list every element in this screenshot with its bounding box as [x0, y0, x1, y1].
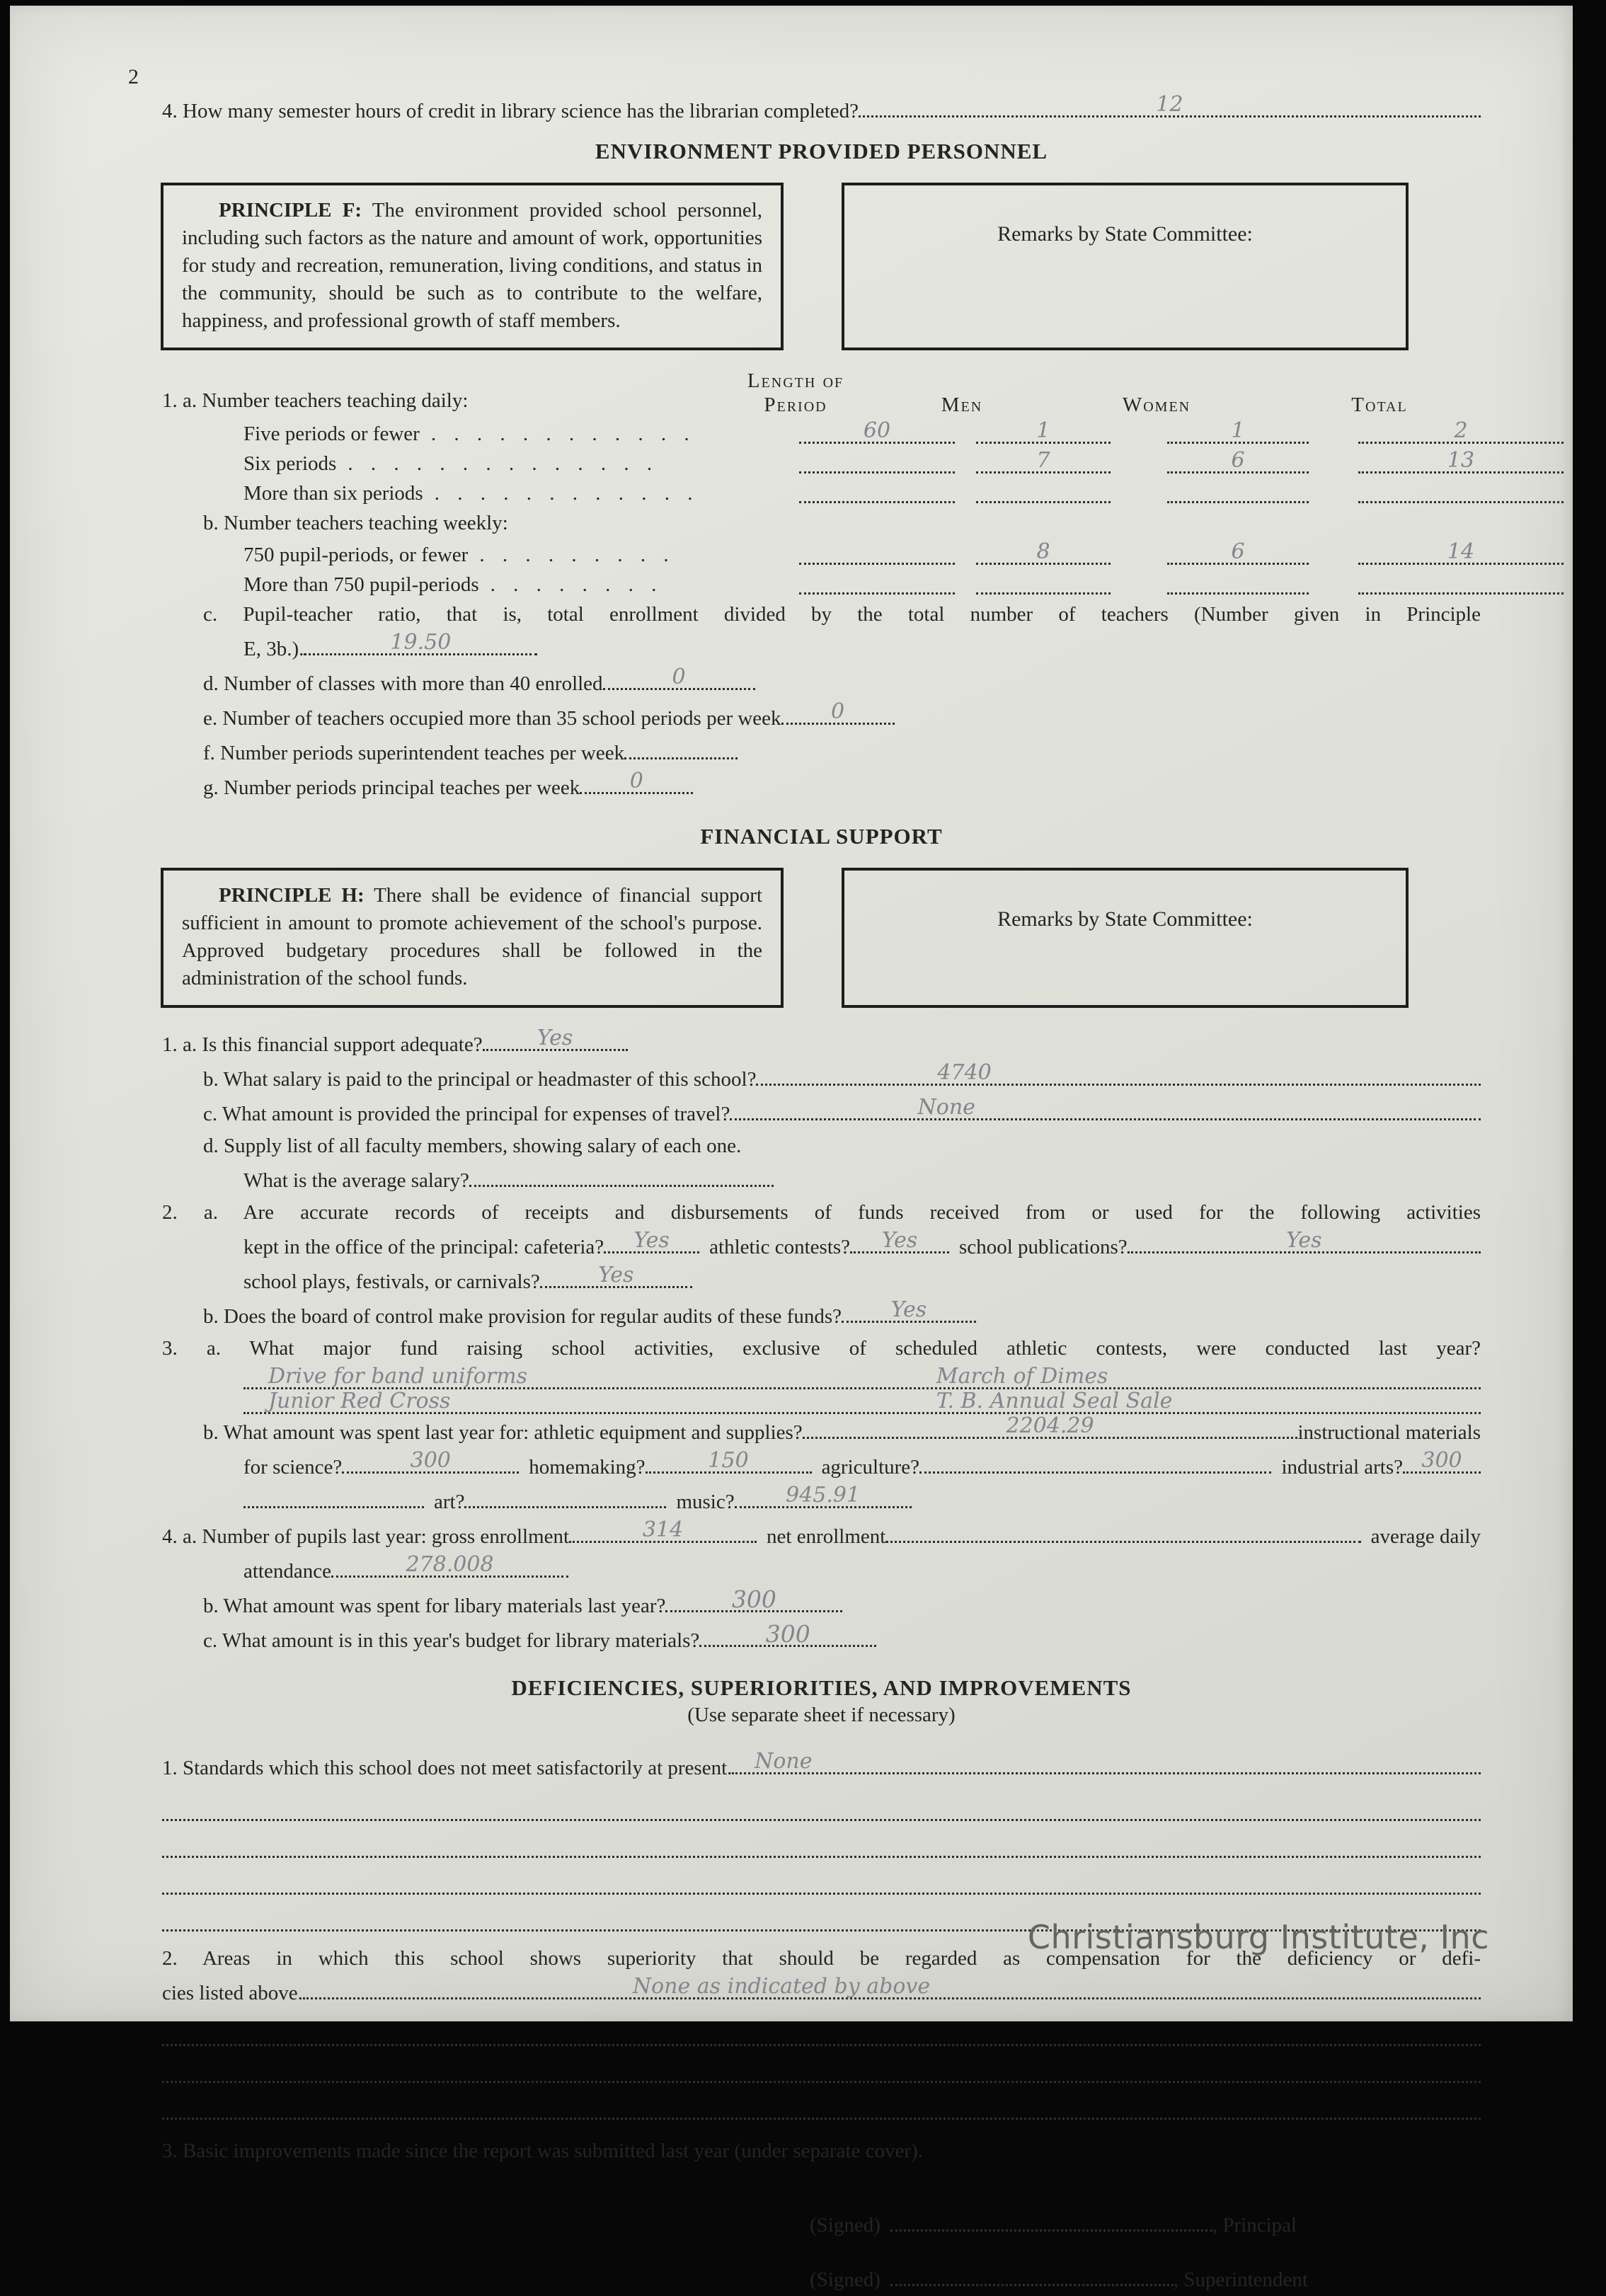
answer-blank — [781, 700, 895, 725]
answer-blank — [569, 1518, 757, 1543]
remarks-box-financial — [842, 868, 1409, 1008]
question-text: g. Number periods principal teaches per week — [203, 776, 580, 799]
answer-blank — [919, 1449, 1271, 1474]
answer-blank — [859, 93, 1481, 117]
question-text: e. Number of teachers occupied more than 35 school periods per week — [203, 707, 781, 730]
handwritten-answer: None as indicated by above — [632, 1974, 931, 1999]
question-1d — [162, 665, 1481, 700]
fin-question-4a-line1 — [162, 1518, 1481, 1553]
handwritten-answer: 0 — [672, 665, 686, 689]
answer-blank — [850, 1229, 949, 1253]
question-text: c. What amount is provided the principal for expenses of travel? — [203, 1103, 730, 1125]
column-header-period-top: Length of — [747, 369, 844, 392]
row-label: More than six periods — [243, 482, 423, 505]
answer-blank — [464, 1483, 666, 1508]
handwritten-answer: Yes — [633, 1228, 670, 1253]
handwritten-answer: 2204.29 — [1006, 1413, 1094, 1438]
fin-question-2a-line1: 2. a. Are accurate records of receipts and disbursements of funds received from or used for the following activities — [162, 1201, 1481, 1224]
fin-question-2a-line2 — [162, 1229, 1481, 1263]
principle-h-title: PRINCIPLE H: — [219, 884, 365, 907]
answer-blank — [580, 769, 693, 794]
question-text: net enrollment — [767, 1525, 886, 1548]
question-text: 4. a. Number of pupils last year: gross enrollment — [162, 1525, 570, 1548]
answer-blank — [540, 1263, 692, 1288]
form-content — [128, 61, 1481, 2296]
environment-boxes — [161, 183, 1481, 350]
principle-f-title: PRINCIPLE F: — [219, 199, 362, 222]
fin-question-4c — [162, 1622, 1481, 1657]
answer-blank — [1403, 1449, 1481, 1474]
fin-question-4a-line2 — [162, 1553, 1481, 1588]
fin-question-3b-line1 — [162, 1414, 1481, 1449]
blank-line — [162, 2046, 1481, 2083]
handwritten-answer: Yes — [881, 1228, 918, 1253]
fin-question-1d-line1: d. Supply list of all faculty members, showing salary of each one. — [203, 1135, 742, 1157]
blank-line — [162, 1858, 1481, 1895]
question-text: b. Does the board of control make provision for regular audits of these funds? — [203, 1305, 842, 1328]
answer-blank — [604, 1229, 699, 1253]
handwritten-answer: Junior Red Cross — [268, 1389, 451, 1413]
column-header-women: Women — [1122, 394, 1191, 416]
column-header-period — [718, 369, 873, 417]
answer-blank — [303, 1975, 1481, 1999]
signature-row-principal — [162, 2207, 1481, 2242]
table-row — [162, 418, 1481, 448]
fin-question-1a — [162, 1026, 1481, 1061]
financial-boxes — [161, 868, 1481, 1008]
signature-blank-superintendent — [890, 2261, 1174, 2286]
question-1c-line1: c. Pupil-teacher ratio, that is, total enrollment divided by the total number of teachers (Number given in Principle — [203, 603, 1481, 626]
row-label: Five periods or fewer — [243, 423, 420, 445]
row-label: Six periods — [243, 452, 337, 475]
answer-blank — [803, 1414, 1298, 1439]
principle-f-text: The environment provided school personnel, including such factors as the nature and amount of work, opportunities for study and recreation, remuneration, living conditions, and status in the community, should be such as to contribute to the welfare, happiness, and professional growth of staff members. — [182, 199, 762, 332]
answer-blank — [842, 1298, 976, 1323]
handwritten-answer: 19.50 — [390, 630, 452, 655]
table-row — [162, 569, 1481, 599]
answer-blank — [342, 1449, 519, 1474]
answer-blank — [624, 735, 738, 759]
handwritten-value: 2 — [1454, 418, 1468, 443]
answer-blank — [735, 1483, 912, 1508]
answer-blank — [730, 1096, 1481, 1120]
watermark: Christiansburg Institute, Inc — [1027, 1918, 1489, 1956]
question-text: 1. Standards which this school does not meet satisfactorily at present. — [162, 1757, 733, 1779]
blank-line — [162, 2083, 1481, 2120]
question-text: kept in the office of the principal: cafeteria? — [243, 1236, 604, 1258]
leader-dots: . . . . . . . . . . . . . . — [348, 452, 659, 475]
section-heading-environment: ENVIRONMENT PROVIDED PERSONNEL — [595, 139, 1048, 163]
question-text: school publications? — [959, 1236, 1128, 1258]
row-label: 750 pupil-periods, or fewer — [243, 544, 469, 566]
fin-question-3b-line2 — [162, 1449, 1481, 1483]
handwritten-answer: 4740 — [937, 1060, 992, 1085]
blank-line — [162, 1821, 1481, 1858]
answer-blank — [732, 1750, 1481, 1774]
handwritten-answer: None — [755, 1749, 813, 1774]
fin-question-3a: 3. a. What major fund raising school activities, exclusive of scheduled athletic contests, were conducted last year? — [162, 1337, 1481, 1360]
handwritten-answer: 0 — [830, 699, 845, 724]
principle-h-text: There shall be evidence of financial support sufficient in amount to promote achievement of the school's purpose. Approved budgetary procedures shall be followed in the administration of the school funds. — [182, 884, 762, 989]
question-text: school plays, festivals, or carnivals? — [243, 1270, 540, 1293]
page-number: 2 — [128, 65, 139, 88]
fin-question-3a-answers-line2 — [162, 1389, 1481, 1414]
handwritten-answer: 150 — [708, 1448, 749, 1473]
def-question-1 — [162, 1750, 1481, 1784]
handwritten-value: 60 — [863, 418, 891, 443]
answer-blank — [1128, 1229, 1481, 1253]
def-question-2-line2 — [162, 1975, 1481, 2009]
table-row — [162, 539, 1481, 569]
handwritten-answer: 300 — [731, 1585, 776, 1613]
fin-question-1d-line2 — [162, 1162, 1481, 1197]
handwritten-value: 6 — [1231, 539, 1245, 564]
fin-question-4b — [162, 1585, 1481, 1622]
handwritten-answer: 12 — [1156, 92, 1183, 117]
answer-blank — [243, 1389, 1481, 1414]
deficiencies-subheading: (Use separate sheet if necessary) — [687, 1704, 956, 1726]
handwritten-answer: Yes — [890, 1297, 927, 1322]
handwritten-answer: 0 — [629, 769, 643, 793]
answer-blank — [469, 1162, 774, 1187]
question-text: What is the average salary? — [243, 1169, 469, 1192]
question-text: 4. How many semester hours of credit in library science has the librarian completed? — [162, 100, 859, 122]
signature-row-superintendent — [162, 2261, 1481, 2296]
signed-label: (Signed) — [810, 2268, 881, 2291]
remarks-label: Remarks by State Committee: — [997, 907, 1253, 931]
leader-dots: . . . . . . . . . — [479, 544, 675, 566]
handwritten-answer: 945.91 — [786, 1483, 861, 1508]
leader-dots: . . . . . . . . — [490, 573, 663, 596]
section-heading-deficiencies: DEFICIENCIES, SUPERIORITIES, AND IMPROVEMENTS — [511, 1675, 1132, 1700]
leader-dots: . . . . . . . . . . . . — [434, 482, 699, 505]
handwritten-answer: Yes — [1286, 1228, 1322, 1253]
answer-blank — [885, 1518, 1360, 1543]
def-question-3: 3. Basic improvements made since the report was submitted last year (under separate cover). — [162, 2140, 924, 2162]
question-1c-line2 — [162, 631, 1481, 665]
table-row — [162, 448, 1481, 478]
superintendent-label: , Superintendent — [1173, 2268, 1308, 2291]
row-label: More than 750 pupil-periods — [243, 573, 479, 596]
question-text: for science? — [243, 1456, 343, 1479]
question-text: instructional materials — [1297, 1421, 1481, 1444]
signature-blank-principal — [890, 2207, 1212, 2232]
question-text: athletic contests? — [709, 1236, 851, 1258]
remarks-box-environment — [842, 183, 1409, 350]
answer-blank — [331, 1553, 568, 1578]
table-header-row — [162, 369, 1481, 417]
answer-blank — [304, 631, 537, 655]
fin-question-3a-answers-line1 — [162, 1365, 1481, 1389]
handwritten-value: 8 — [1036, 539, 1050, 564]
question-text: b. What amount was spent last year for: athletic equipment and supplies? — [203, 1421, 803, 1444]
signed-label: (Signed) — [810, 2214, 881, 2237]
handwritten-answer: T. B. Annual Seal Sale — [936, 1389, 1173, 1413]
question-text: art? — [434, 1491, 465, 1513]
question-text: E, 3b.). — [243, 638, 304, 660]
question-1g — [162, 769, 1481, 804]
remarks-label: Remarks by State Committee: — [997, 222, 1253, 246]
question-text: average daily — [1370, 1525, 1481, 1548]
question-text: attendance — [243, 1560, 331, 1583]
answer-blank — [243, 1365, 1481, 1389]
question-text: agriculture? — [821, 1456, 920, 1479]
handwritten-value: 6 — [1231, 448, 1245, 473]
question-1e — [162, 700, 1481, 735]
blank-line — [162, 2009, 1481, 2046]
answer-blank — [756, 1061, 1481, 1086]
handwritten-answer: Yes — [537, 1026, 573, 1050]
question-text: 1. a. Is this financial support adequate? — [162, 1033, 483, 1056]
handwritten-answer: 300 — [410, 1448, 451, 1473]
column-header-total: Total — [1351, 394, 1408, 416]
question-text: homemaking? — [529, 1456, 646, 1479]
handwritten-value: 14 — [1447, 539, 1475, 564]
principle-f-box — [161, 183, 784, 350]
answer-blank — [699, 1622, 876, 1647]
question-1a: 1. a. Number teachers teaching daily: — [162, 389, 469, 412]
question-text: industrial arts? — [1281, 1456, 1403, 1479]
def-question-2-line1: 2. Areas in which this school shows superiority that should be regarded as compensation for the deficiency or defi- — [162, 1947, 1481, 1970]
answer-blank — [483, 1026, 628, 1051]
handwritten-answer: March of Dimes — [936, 1364, 1108, 1389]
handwritten-answer: 300 — [1421, 1448, 1462, 1473]
question-1f — [162, 735, 1481, 769]
question-1b — [162, 507, 1481, 539]
teachers-table — [162, 369, 1481, 599]
question-text: b. What salary is paid to the principal or headmaster of this school? — [203, 1068, 757, 1091]
column-header-men: Men — [941, 394, 983, 416]
question-text: music? — [676, 1491, 735, 1513]
question-text: c. What amount is in this year's budget for library materials? — [203, 1629, 700, 1652]
handwritten-answer: None — [917, 1095, 975, 1120]
handwritten-answer: 300 — [765, 1620, 810, 1648]
question-text: b. What amount was spent for libary materials last year? — [203, 1595, 666, 1617]
answer-blank — [665, 1585, 842, 1613]
answer-blank — [646, 1449, 812, 1474]
section-heading-financial: FINANCIAL SUPPORT — [700, 824, 943, 849]
question-library-science — [162, 93, 1481, 127]
column-header-period-bottom: Period — [764, 394, 827, 416]
question-text: b. Number teachers teaching weekly: — [203, 512, 508, 534]
scanned-form-page — [10, 6, 1573, 2291]
handwritten-answer: Drive for band uniforms — [268, 1364, 527, 1389]
fin-question-1b — [162, 1061, 1481, 1096]
question-text: cies listed above. — [162, 1982, 303, 2004]
question-text: d. Number of classes with more than 40 enrolled — [203, 672, 603, 695]
handwritten-value: 1 — [1231, 418, 1245, 443]
answer-blank — [243, 1483, 424, 1508]
leader-dots: . . . . . . . . . . . . — [430, 423, 696, 445]
fin-question-1c — [162, 1096, 1481, 1130]
handwritten-value: 13 — [1447, 448, 1475, 473]
principal-label: , Principal — [1212, 2214, 1297, 2237]
handwritten-answer: 314 — [642, 1517, 684, 1542]
handwritten-answer: 278.008 — [406, 1552, 494, 1577]
handwritten-answer: Yes — [598, 1263, 634, 1287]
answer-blank — [603, 665, 755, 690]
principle-h-box — [161, 868, 784, 1008]
fin-question-2a-line3 — [162, 1263, 1481, 1298]
handwritten-value: 1 — [1036, 418, 1050, 443]
question-text: f. Number periods superintendent teaches per week — [203, 742, 625, 764]
table-row — [162, 478, 1481, 507]
fin-question-3b-line3 — [162, 1483, 1481, 1518]
handwritten-value: 7 — [1036, 448, 1050, 473]
blank-line — [162, 1784, 1481, 1821]
fin-question-2b — [162, 1298, 1481, 1333]
